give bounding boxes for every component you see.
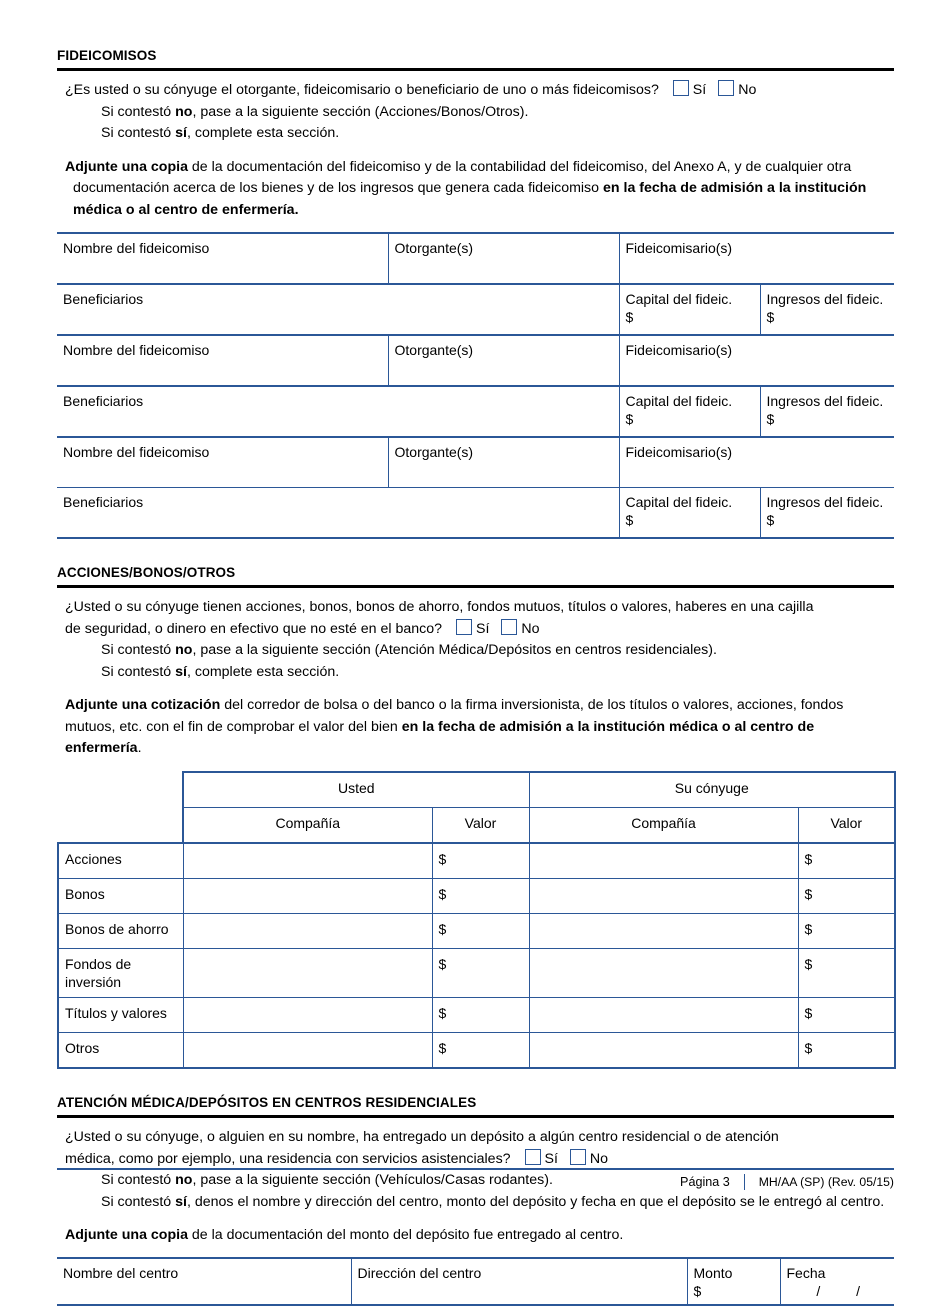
securities-spouse-value-4[interactable] xyxy=(798,997,895,1032)
currency-symbol: $ xyxy=(438,920,447,937)
securities-row-label-3: Fondos de inversión xyxy=(58,948,183,997)
securities-row-label-4: Títulos y valores xyxy=(58,997,183,1032)
trusts-yes-label: Sí xyxy=(692,82,707,99)
securities-spouse-value-5[interactable] xyxy=(798,1032,895,1068)
currency-symbol: $ xyxy=(804,920,813,937)
table-row xyxy=(58,948,895,997)
securities-attach-note xyxy=(65,695,894,760)
currency-symbol: $ xyxy=(766,309,775,326)
securities-no-label: No xyxy=(521,620,540,637)
trusts-attach-line2-bold: en la fecha de admisión a la institución xyxy=(603,180,867,197)
trusts-no-label: No xyxy=(738,82,757,99)
table-row xyxy=(57,1258,894,1305)
trust-grantor-label: Otorgante(s) xyxy=(394,342,474,359)
page-footer xyxy=(57,1168,894,1190)
facility-if-yes-pre: Si contestó xyxy=(101,1193,176,1210)
trusts-attach-line3 xyxy=(73,200,894,222)
securities-yes-checkbox[interactable] xyxy=(456,619,472,635)
facility-question-line1: ¿Usted o su cónyuge, o alguien en su nombre, ha entregado un depósito a algún centro residencial o de atención xyxy=(65,1129,779,1146)
securities-spouse-value-3[interactable] xyxy=(798,948,895,997)
securities-spouse-value-1[interactable] xyxy=(798,878,895,913)
securities-question-block xyxy=(65,597,894,683)
table-row xyxy=(58,878,895,913)
securities-spouse-company-header: Compañía xyxy=(529,807,798,843)
currency-symbol: $ xyxy=(804,850,813,867)
securities-spouse-value-2[interactable] xyxy=(798,913,895,948)
table-row xyxy=(57,488,894,539)
facility-no-label: No xyxy=(589,1150,609,1167)
trusts-question-text: ¿Es usted o su cónyuge el otorgante, fideicomisario o beneficiario de uno o más fideicomisos? xyxy=(65,82,659,99)
facility-date-label: Fecha xyxy=(786,1264,826,1281)
trust-name-label: Nombre del fideicomiso xyxy=(63,342,210,359)
trusts-attach-bold: Adjunte una copia xyxy=(65,158,188,175)
currency-symbol: $ xyxy=(438,1004,447,1021)
table-row xyxy=(57,437,894,488)
securities-spouse-company-3[interactable] xyxy=(529,948,798,997)
securities-group-you: Usted xyxy=(183,772,529,808)
trust-1-grantor-cell[interactable] xyxy=(388,233,619,284)
securities-row-label-1: Bonos xyxy=(58,878,183,913)
securities-corner-cell xyxy=(58,772,183,808)
securities-you-value-4[interactable] xyxy=(432,997,529,1032)
trusts-yes-checkbox[interactable] xyxy=(673,80,689,96)
trust-2-principal-cell[interactable] xyxy=(619,386,760,437)
securities-spouse-value-header: Valor xyxy=(798,807,895,843)
securities-you-value-1[interactable] xyxy=(432,878,529,913)
trusts-question-block xyxy=(65,80,894,145)
securities-you-value-header: Valor xyxy=(432,807,529,843)
securities-row-label-5: Otros xyxy=(58,1032,183,1068)
table-row xyxy=(58,997,895,1032)
securities-you-company-header: Compañía xyxy=(183,807,432,843)
facility-attach-rest: de la documentación del monto del depósito fue entregado al centro. xyxy=(187,1227,624,1244)
form-revision-code: MH/AA (SP) (Rev. 05/15) xyxy=(744,1174,894,1190)
securities-group-spouse: Su cónyuge xyxy=(529,772,895,808)
securities-if-yes-post: , complete esta sección. xyxy=(186,663,340,680)
securities-group-header-row xyxy=(58,772,895,808)
trust-grantor-label: Otorgante(s) xyxy=(394,444,474,461)
currency-symbol: $ xyxy=(693,1282,702,1299)
securities-if-no-post: , pase a la siguiente sección (Atención Médica/Depósitos en centros residenciales). xyxy=(192,642,717,659)
securities-if-no-bold: no xyxy=(175,642,193,659)
trust-2-income-cell[interactable] xyxy=(760,386,894,437)
trust-income-label: Ingresos del fideic. xyxy=(766,393,884,410)
securities-you-company-0[interactable] xyxy=(183,843,432,879)
securities-row-label-0: Acciones xyxy=(58,843,183,879)
table-row xyxy=(57,233,894,284)
securities-if-no-pre: Si contestó xyxy=(101,642,176,659)
securities-attach-line1: del corredor de bolsa o del banco o la firma inversionista, de los títulos o valores, acciones, fondos xyxy=(220,697,844,714)
trust-name-label: Nombre del fideicomiso xyxy=(63,444,210,461)
currency-symbol: $ xyxy=(766,512,775,529)
trusts-no-checkbox[interactable] xyxy=(718,80,734,96)
securities-you-value-2[interactable] xyxy=(432,913,529,948)
currency-symbol: $ xyxy=(804,1004,813,1021)
trusts-attach-line2 xyxy=(73,178,894,200)
currency-symbol: $ xyxy=(804,955,813,972)
trusts-if-yes-pre: Si contestó xyxy=(101,125,176,142)
securities-corner-cell-2 xyxy=(58,807,183,843)
trust-principal-label: Capital del fideic. xyxy=(625,291,733,308)
facility-yes-label: Sí xyxy=(544,1150,558,1167)
securities-you-value-0[interactable] xyxy=(432,843,529,879)
facility-amount-cell[interactable] xyxy=(687,1258,780,1305)
securities-row-label-2: Bonos de ahorro xyxy=(58,913,183,948)
trust-income-label: Ingresos del fideic. xyxy=(766,494,884,511)
securities-spouse-company-1[interactable] xyxy=(529,878,798,913)
section-heading-securities: ACCIONES/BONOS/OTROS xyxy=(57,565,894,588)
trusts-if-yes-line xyxy=(101,123,894,145)
facility-table xyxy=(57,1257,894,1306)
table-row xyxy=(57,284,894,335)
trust-3-principal-cell[interactable] xyxy=(619,488,760,539)
securities-if-no-line xyxy=(101,640,894,662)
facility-attach-note xyxy=(65,1225,894,1247)
trusts-if-yes-bold: sí xyxy=(175,125,187,142)
trusts-if-no-line xyxy=(101,102,894,124)
securities-attach-line2-post: . xyxy=(137,740,142,757)
currency-symbol: $ xyxy=(804,1039,813,1056)
trust-beneficiaries-label: Beneficiarios xyxy=(63,393,144,410)
table-row xyxy=(58,843,895,879)
securities-if-yes-line xyxy=(101,662,894,684)
trust-grantor-label: Otorgante(s) xyxy=(394,240,474,257)
currency-symbol: $ xyxy=(438,850,447,867)
table-row xyxy=(57,386,894,437)
facility-attach-bold: Adjunte una copia xyxy=(65,1227,188,1244)
trusts-table xyxy=(57,232,894,539)
facility-date-slashes: / / xyxy=(816,1282,877,1299)
securities-attach-line2 xyxy=(65,717,894,760)
trust-1-trustee-cell[interactable] xyxy=(619,233,894,284)
securities-attach-bold: Adjunte una cotización xyxy=(65,697,221,714)
currency-symbol: $ xyxy=(625,309,634,326)
securities-spouse-company-4[interactable] xyxy=(529,997,798,1032)
securities-column-header-row xyxy=(58,807,895,843)
trust-1-principal-cell[interactable] xyxy=(619,284,760,335)
trusts-attach-line3-bold: médica o al centro de enfermería. xyxy=(73,201,299,218)
currency-symbol: $ xyxy=(438,1039,447,1056)
securities-attach-line2-bold: en la fecha de admisión a la institución médica o al centro de enfermería xyxy=(65,718,815,757)
securities-if-yes-bold: sí xyxy=(175,663,187,680)
currency-symbol: $ xyxy=(766,411,775,428)
securities-you-company-1[interactable] xyxy=(183,878,432,913)
page-number: Página 3 xyxy=(680,1175,730,1189)
securities-question-line2 xyxy=(65,619,894,641)
securities-you-company-2[interactable] xyxy=(183,913,432,948)
securities-question-line1: ¿Usted o su cónyuge tienen acciones, bonos, bonos de ahorro, fondos mutuos, títulos o valores, haberes en una cajilla xyxy=(65,599,814,616)
trusts-attach-line1: de la documentación del fideicomiso y de la contabilidad del fideicomiso, del Anexo A, y de cualquier otra xyxy=(187,158,852,175)
facility-yes-checkbox[interactable] xyxy=(525,1149,541,1165)
facility-name-label: Nombre del centro xyxy=(63,1264,179,1281)
securities-you-value-3[interactable] xyxy=(432,948,529,997)
trust-principal-label: Capital del fideic. xyxy=(625,393,733,410)
table-row xyxy=(58,913,895,948)
section-heading-trusts: FIDEICOMISOS xyxy=(57,48,894,71)
facility-if-no-pre: Si contestó xyxy=(101,1172,176,1189)
facility-if-yes-bold: sí xyxy=(175,1193,187,1210)
trust-trustee-label: Fideicomisario(s) xyxy=(625,240,733,257)
facility-date-cell[interactable] xyxy=(780,1258,894,1305)
securities-you-company-3[interactable] xyxy=(183,948,432,997)
trust-1-beneficiaries-cell[interactable] xyxy=(57,284,619,335)
trust-beneficiaries-label: Beneficiarios xyxy=(63,494,144,511)
trust-name-label: Nombre del fideicomiso xyxy=(63,240,210,257)
facility-if-yes-post: , denos el nombre y dirección del centro, monto del depósito y fecha en que el depósito se le entregó al centro. xyxy=(186,1193,885,1210)
securities-you-value-5[interactable] xyxy=(432,1032,529,1068)
securities-spouse-company-5[interactable] xyxy=(529,1032,798,1068)
trusts-attach-line2-pre: documentación acerca de los bienes y de los ingresos que genera cada fideicomiso xyxy=(73,180,603,197)
securities-yes-label: Sí xyxy=(476,620,490,637)
facility-if-no-post: , pase a la siguiente sección (Vehículos/Casas rodantes). xyxy=(192,1172,553,1189)
currency-symbol: $ xyxy=(625,512,634,529)
trust-2-name-cell[interactable] xyxy=(57,335,388,386)
currency-symbol: $ xyxy=(438,955,447,972)
securities-table xyxy=(57,771,896,1069)
trust-beneficiaries-label: Beneficiarios xyxy=(63,291,144,308)
facility-question-line2-text: médica, como por ejemplo, una residencia con servicios asistenciales? xyxy=(65,1150,511,1167)
trusts-question-line xyxy=(65,80,894,102)
securities-no-checkbox[interactable] xyxy=(501,619,517,635)
facility-question-line2 xyxy=(65,1149,894,1171)
securities-question-line2-text: de seguridad, o dinero en efectivo que no esté en el banco? xyxy=(65,620,443,637)
trusts-if-no-pre: Si contestó xyxy=(101,103,176,120)
trusts-if-no-bold: no xyxy=(175,103,193,120)
currency-symbol: $ xyxy=(625,411,634,428)
trust-3-grantor-cell[interactable] xyxy=(388,437,619,488)
securities-spouse-company-2[interactable] xyxy=(529,913,798,948)
section-heading-facility: ATENCIÓN MÉDICA/DEPÓSITOS EN CENTROS RESIDENCIALES xyxy=(57,1095,894,1118)
securities-if-yes-pre: Si contestó xyxy=(101,663,176,680)
currency-symbol: $ xyxy=(804,885,813,902)
trust-3-beneficiaries-cell[interactable] xyxy=(57,488,619,539)
securities-attach-line2-pre: mutuos, etc. con el fin de comprobar el valor del bien xyxy=(65,718,402,735)
trust-3-income-cell[interactable] xyxy=(760,488,894,539)
currency-symbol: $ xyxy=(438,885,447,902)
trust-2-trustee-cell[interactable] xyxy=(619,335,894,386)
table-row xyxy=(57,335,894,386)
trusts-if-yes-post: , complete esta sección. xyxy=(186,125,340,142)
securities-spouse-company-0[interactable] xyxy=(529,843,798,879)
facility-no-checkbox[interactable] xyxy=(570,1149,586,1165)
securities-spouse-value-0[interactable] xyxy=(798,843,895,879)
trust-1-income-cell[interactable] xyxy=(760,284,894,335)
trusts-attach-note xyxy=(65,157,894,222)
facility-if-no-bold: no xyxy=(175,1172,193,1189)
trust-1-name-cell[interactable] xyxy=(57,233,388,284)
trust-3-trustee-cell[interactable] xyxy=(619,437,894,488)
facility-address-label: Dirección del centro xyxy=(357,1264,482,1281)
facility-amount-label: Monto xyxy=(693,1264,733,1281)
trust-principal-label: Capital del fideic. xyxy=(625,494,733,511)
facility-name-cell[interactable] xyxy=(57,1258,351,1305)
facility-address-cell[interactable] xyxy=(351,1258,687,1305)
table-row xyxy=(58,1032,895,1068)
trusts-if-no-post: , pase a la siguiente sección (Acciones/Bonos/Otros). xyxy=(192,103,529,120)
securities-you-company-4[interactable] xyxy=(183,997,432,1032)
trust-trustee-label: Fideicomisario(s) xyxy=(625,444,733,461)
trust-2-grantor-cell[interactable] xyxy=(388,335,619,386)
securities-you-company-5[interactable] xyxy=(183,1032,432,1068)
trust-income-label: Ingresos del fideic. xyxy=(766,291,884,308)
facility-if-yes-line xyxy=(101,1192,894,1214)
trust-trustee-label: Fideicomisario(s) xyxy=(625,342,733,359)
trust-3-name-cell[interactable] xyxy=(57,437,388,488)
trust-2-beneficiaries-cell[interactable] xyxy=(57,386,619,437)
